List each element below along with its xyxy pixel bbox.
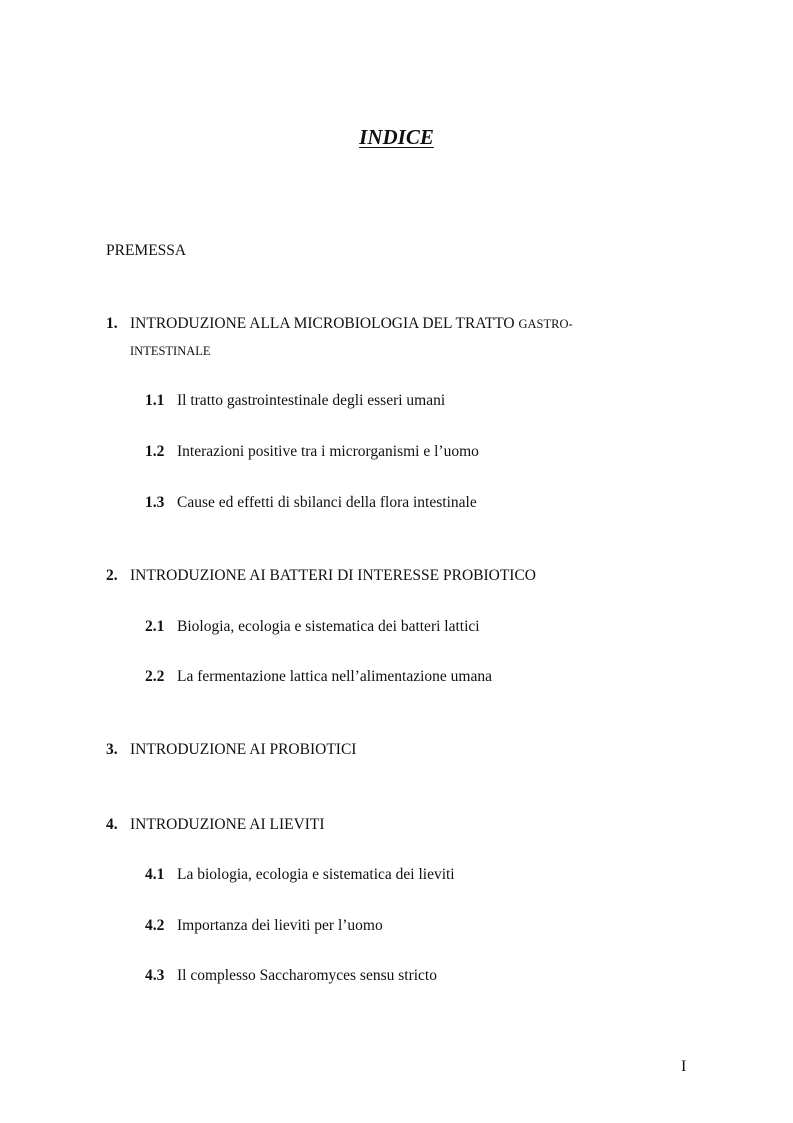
chapter-number: 3.: [106, 741, 118, 758]
section-number: 1.2: [145, 443, 165, 460]
toc-section-4-1: [145, 865, 455, 885]
section-number: 4.1: [145, 866, 165, 883]
toc-premessa: PREMESSA: [106, 242, 187, 259]
section-number: 4.3: [145, 967, 165, 984]
section-title: Importanza dei lieviti per l’uomo: [177, 917, 383, 934]
page-number: I: [681, 1058, 687, 1075]
section-title: La biologia, ecologia e sistematica dei lieviti: [177, 866, 455, 883]
chapter-title: INTRODUZIONE AI LIEVITI: [130, 816, 325, 833]
section-title: Il tratto gastrointestinale degli esseri umani: [177, 392, 446, 409]
chapter-title: INTRODUZIONE AI BATTERI DI INTERESSE PROBIOTICO: [130, 567, 536, 584]
section-number: 1.1: [145, 392, 165, 409]
chapter-title: INTRODUZIONE ALLA MICROBIOLOGIA DEL TRATTO: [130, 315, 519, 332]
section-title: Interazioni positive tra i microrganismi e l’uomo: [177, 443, 479, 460]
toc-section-1-3: [145, 493, 477, 513]
toc-section-1-1: [145, 391, 445, 411]
section-number: 1.3: [145, 494, 165, 511]
toc-chapter-1-line2: INTESTINALE: [130, 344, 211, 358]
toc-section-4-2: [145, 916, 383, 936]
section-number: 4.2: [145, 917, 165, 934]
toc-section-4-3: [145, 966, 437, 986]
chapter-number: 4.: [106, 816, 118, 833]
toc-section-2-2: [145, 667, 492, 687]
section-title: Cause ed effetti di sbilanci della flora intestinale: [177, 494, 477, 511]
toc-chapter-1: [106, 314, 573, 334]
page-title: INDICE: [359, 125, 434, 149]
toc-chapter-2: [106, 566, 536, 586]
chapter-number: 1.: [106, 315, 118, 332]
toc-section-2-1: [145, 617, 480, 637]
chapter-title: INTRODUZIONE AI PROBIOTICI: [130, 741, 357, 758]
chapter-title-continued: GASTRO-: [518, 317, 573, 331]
chapter-number: 2.: [106, 567, 118, 584]
toc-chapter-3: [106, 740, 356, 760]
section-number: 2.2: [145, 668, 165, 685]
toc-section-1-2: [145, 442, 479, 462]
section-title: La fermentazione lattica nell’alimentazione umana: [177, 668, 493, 685]
section-title: Biologia, ecologia e sistematica dei batteri lattici: [177, 618, 480, 635]
section-number: 2.1: [145, 618, 165, 635]
toc-chapter-4: [106, 815, 325, 835]
section-title: Il complesso Saccharomyces sensu stricto: [177, 967, 437, 984]
